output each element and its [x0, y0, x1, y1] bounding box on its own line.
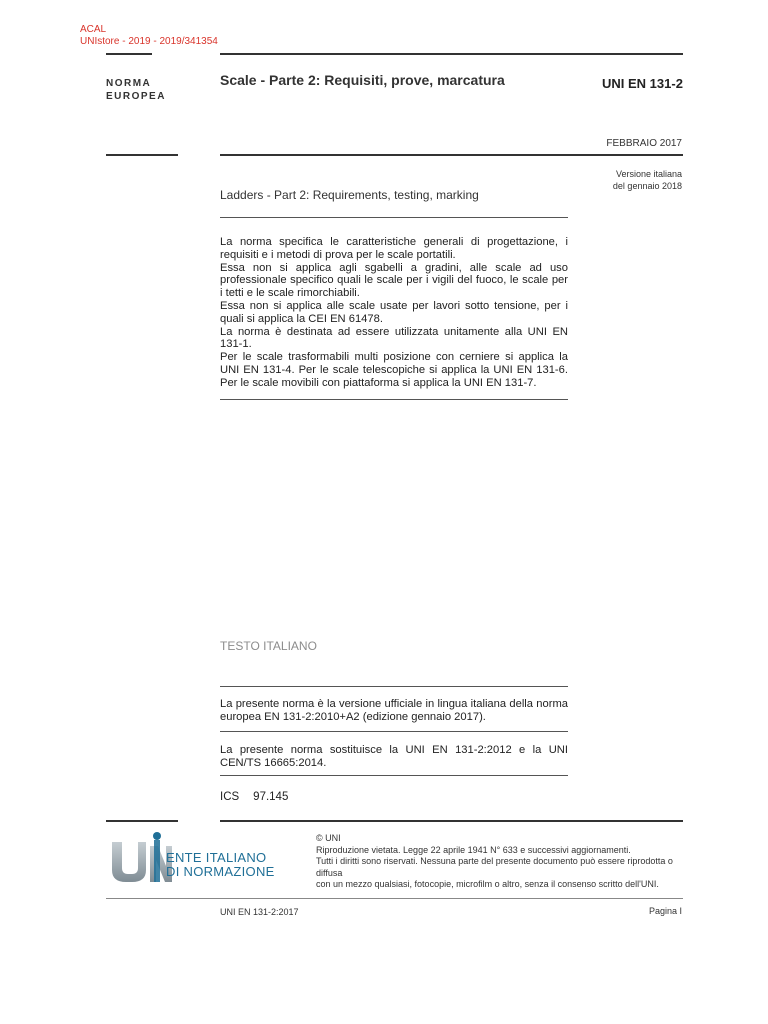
watermark-line-2: UNIstore - 2019 - 2019/341354 [80, 36, 218, 47]
standard-code: UNI EN 131-2 [602, 76, 683, 91]
english-title: Ladders - Part 2: Requirements, testing, marking [220, 188, 479, 202]
logo-line-1: ENTE ITALIANO [166, 850, 267, 865]
summary-paragraph: La norma è destinata ad essere utilizzata unitamente alla UNI EN 131-1. [220, 325, 568, 351]
copyright-line-3: Tutti i diritti sono riservati. Nessuna parte del presente documento può essere riprodotta o diffusa [316, 856, 673, 878]
logo-line-2: DI NORMAZIONE [166, 864, 275, 879]
divider [220, 399, 568, 400]
summary-paragraph: Per le scale trasformabili multi posizione con cerniere si applica la UNI EN 131-4. Per le scale telescopiche si applica la UNI EN 131-6. Per le scale movibili con piattaforma si applica la UNI EN 131-7. [220, 351, 568, 389]
summary-paragraph: Essa non si applica agli sgabelli a gradini, alle scale ad uso professionale specifico quali le scale per i vigili del fuoco, le scale per i tetti e le scale rimorchiabili. [220, 261, 568, 300]
copyright-notice [316, 833, 686, 891]
mid-rule-left [106, 154, 178, 156]
norma-line: NORMA [106, 78, 152, 89]
summary-paragraph: Essa non si applica alle scale usate per lavori sotto tensione, per i quali si applica la CEI EN 61478. [220, 299, 568, 325]
footer-rule [106, 898, 683, 899]
summary-block [220, 236, 568, 390]
version-note [570, 168, 682, 192]
mid-rule-right [220, 154, 683, 156]
divider [220, 731, 568, 732]
divider [220, 775, 568, 776]
divider [220, 686, 568, 687]
ics-classification [220, 791, 302, 803]
watermark-line-1: ACAL [80, 24, 107, 35]
publication-date: FEBBRAIO 2017 [606, 138, 682, 149]
divider [220, 217, 568, 218]
summary-paragraph: La norma specifica le caratteristiche generali di progettazione, i requisiti e i metodi di prova per le scale portatili. [220, 236, 568, 261]
document-title: Scale - Parte 2: Requisiti, prove, marcatura [220, 72, 505, 88]
top-rule-right [220, 53, 683, 55]
logo-text [166, 851, 275, 879]
bottom-rule-right [220, 820, 683, 822]
ics-value: 97.145 [253, 791, 289, 803]
top-rule-left [106, 53, 152, 55]
testo-italiano-heading: TESTO ITALIANO [220, 639, 317, 653]
replaces-text: La presente norma sostituisce la UNI EN 131-2:2012 e la UNI CEN/TS 16665:2014. [220, 744, 568, 769]
official-version-text: La presente norma è la versione ufficiale in lingua italiana della norma europea EN 131-2:2010+A2 (edizione gennaio 2017). [220, 698, 568, 723]
version-line-1: Versione italiana [615, 169, 682, 179]
ics-label: ICS [220, 791, 240, 803]
europea-line: EUROPEA [106, 91, 166, 102]
version-line-2: del gennaio 2018 [612, 181, 682, 191]
copyright-line-4: con un mezzo qualsiasi, fotocopie, microfilm o altro, senza il consenso scritto dell'UNI. [316, 879, 659, 889]
watermark [80, 24, 218, 48]
norma-europea-label [106, 77, 166, 103]
footer-code: UNI EN 131-2:2017 [220, 907, 299, 917]
copyright-line-2: Riproduzione vietata. Legge 22 aprile 1941 N° 633 e successivi aggiornamenti. [316, 844, 631, 855]
page-number: Pagina I [648, 906, 682, 916]
bottom-rule-left [106, 820, 178, 822]
copyright-line-1: © UNI [316, 833, 341, 843]
